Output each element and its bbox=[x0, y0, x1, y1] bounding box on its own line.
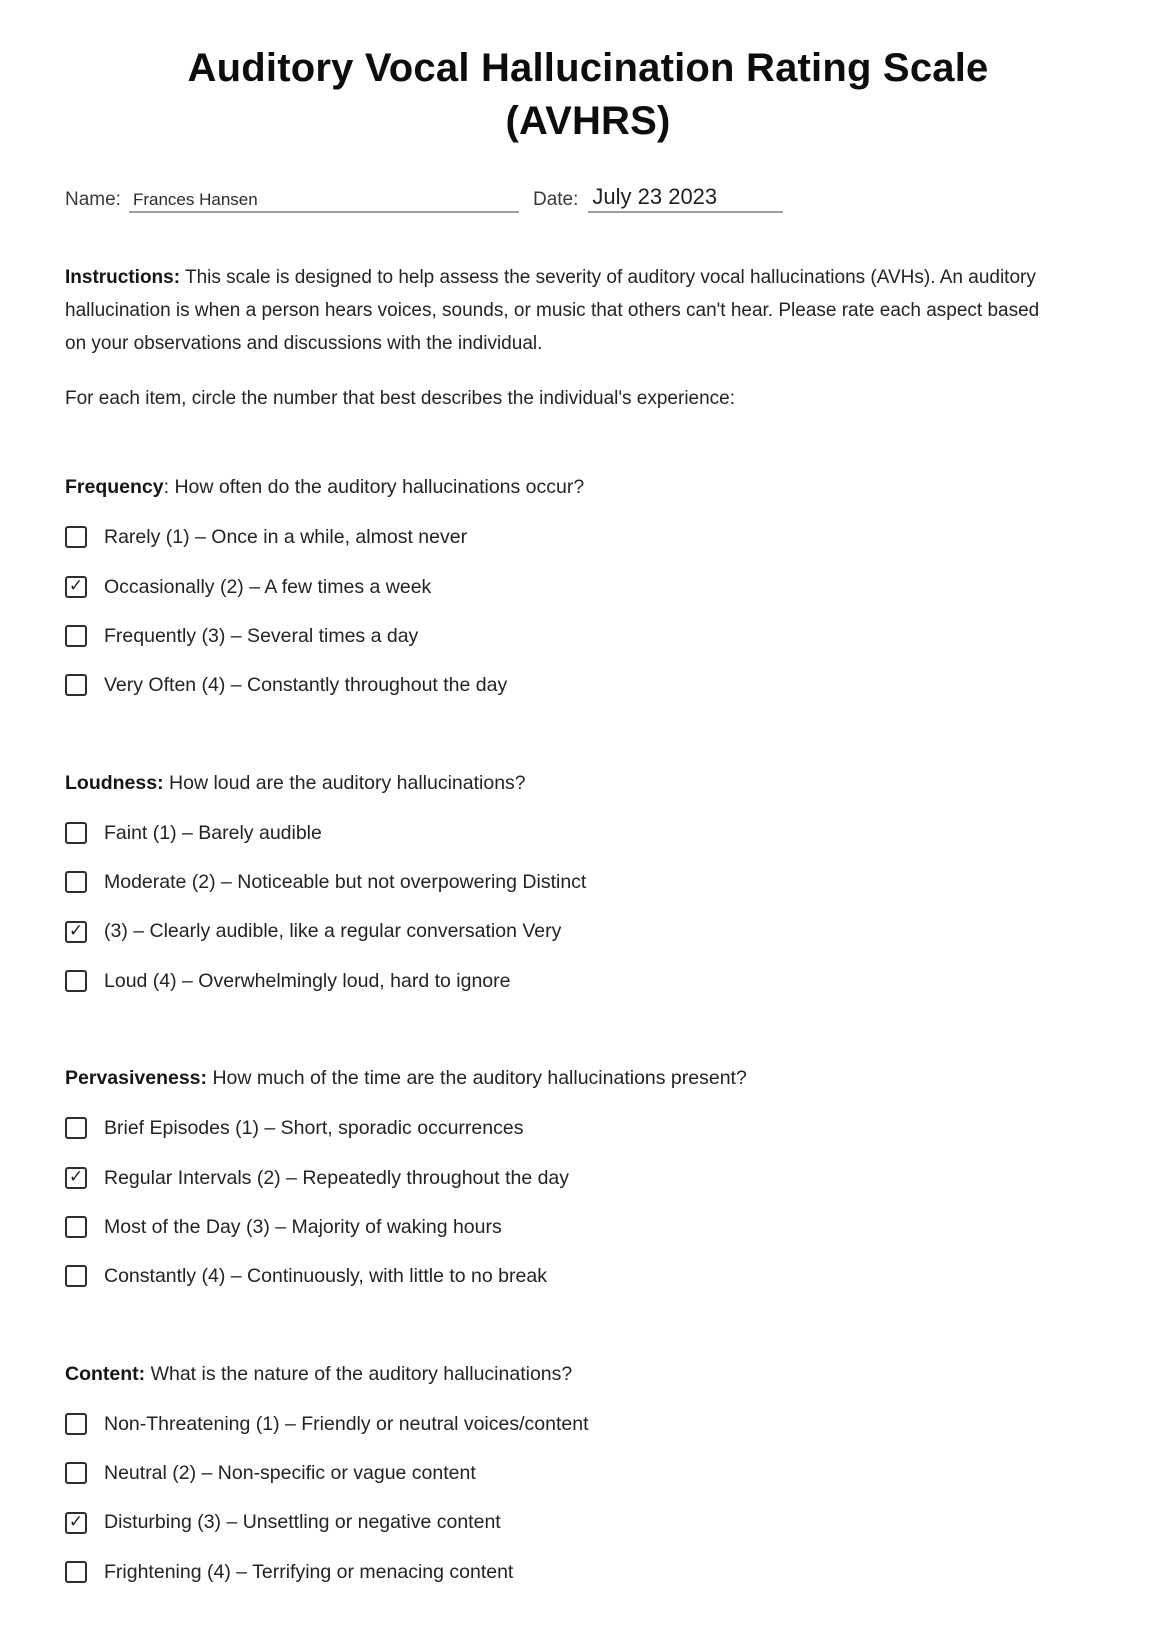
section-frequency bbox=[65, 476, 1111, 698]
option-label: Most of the Day (3) – Majority of waking hours bbox=[104, 1215, 502, 1238]
option-list bbox=[65, 821, 1111, 994]
option-row bbox=[65, 870, 1111, 894]
option-label: Occasionally (2) – A few times a week bbox=[104, 575, 432, 598]
checkbox-frequency-2[interactable] bbox=[65, 576, 87, 598]
instructions-paragraph bbox=[65, 261, 1055, 360]
checkbox-pervasiveness-2[interactable] bbox=[65, 1167, 87, 1189]
checkbox-pervasiveness-4[interactable] bbox=[65, 1265, 87, 1287]
checkbox-pervasiveness-1[interactable] bbox=[65, 1117, 87, 1139]
checkmark-icon: ✓ bbox=[68, 921, 84, 941]
option-row bbox=[65, 1264, 1111, 1288]
option-label: (3) – Clearly audible, like a regular conversation Very bbox=[104, 920, 562, 943]
option-label: Regular Intervals (2) – Repeatedly throughout the day bbox=[104, 1166, 570, 1189]
option-row bbox=[65, 1215, 1111, 1239]
option-list bbox=[65, 1116, 1111, 1289]
option-row bbox=[65, 673, 1111, 697]
instructions-text: This scale is designed to help assess the severity of auditory vocal hallucinations (AVHs). An auditory hallucination is when a person hears voices, sounds, or music that others can't hear. Please rate each aspect based on your observations and discussions with the individual. bbox=[65, 266, 1040, 354]
option-label: Loud (4) – Overwhelmingly loud, hard to ignore bbox=[104, 969, 511, 992]
section-pervasiveness bbox=[65, 1067, 1111, 1289]
name-value[interactable]: Frances Hansen bbox=[132, 189, 258, 209]
checkbox-content-4[interactable] bbox=[65, 1561, 87, 1583]
option-row bbox=[65, 1560, 1111, 1584]
checkmark-icon: ✓ bbox=[68, 576, 84, 596]
option-row bbox=[65, 525, 1111, 549]
option-row bbox=[65, 1510, 1111, 1534]
checkbox-pervasiveness-3[interactable] bbox=[65, 1216, 87, 1238]
option-row bbox=[65, 1116, 1111, 1140]
section-content bbox=[65, 1363, 1111, 1585]
option-row bbox=[65, 624, 1111, 648]
form-title-line1: Auditory Vocal Hallucination Rating Scale bbox=[187, 46, 989, 90]
section-heading: Pervasiveness: How much of the time are the auditory hallucinations present? bbox=[65, 1067, 747, 1090]
option-label: Frightening (4) – Terrifying or menacing content bbox=[104, 1560, 514, 1583]
date-value[interactable]: July 23 2023 bbox=[592, 183, 718, 209]
checkmark-icon: ✓ bbox=[68, 1167, 84, 1187]
checkbox-frequency-3[interactable] bbox=[65, 625, 87, 647]
option-label: Rarely (1) – Once in a while, almost never bbox=[104, 526, 468, 549]
option-row bbox=[65, 1166, 1111, 1190]
checkbox-loudness-2[interactable] bbox=[65, 871, 87, 893]
option-row bbox=[65, 919, 1111, 943]
name-field[interactable] bbox=[129, 190, 519, 213]
checkbox-frequency-1[interactable] bbox=[65, 526, 87, 548]
option-label: Moderate (2) – Noticeable but not overpowering Distinct bbox=[104, 871, 587, 893]
option-row bbox=[65, 969, 1111, 993]
option-label: Constantly (4) – Continuously, with little to no break bbox=[104, 1265, 547, 1288]
checkbox-content-1[interactable] bbox=[65, 1413, 87, 1435]
option-label: Very Often (4) – Constantly throughout the day bbox=[104, 674, 508, 697]
option-label: Faint (1) – Barely audible bbox=[104, 821, 322, 844]
section-heading: Frequency: How often do the auditory hallucinations occur? bbox=[65, 476, 585, 499]
checkbox-loudness-1[interactable] bbox=[65, 822, 87, 844]
instructions-label: Instructions: bbox=[65, 266, 181, 288]
checkbox-content-3[interactable] bbox=[65, 1512, 87, 1534]
checkbox-frequency-4[interactable] bbox=[65, 674, 87, 696]
option-list bbox=[65, 1412, 1111, 1585]
date-field[interactable] bbox=[588, 184, 783, 213]
option-row bbox=[65, 575, 1111, 599]
section-heading: Content: What is the nature of the auditory hallucinations? bbox=[65, 1362, 573, 1385]
name-label: Name: bbox=[65, 188, 121, 210]
option-label: Frequently (3) – Several times a day bbox=[104, 624, 419, 647]
name-date-row bbox=[65, 184, 1111, 213]
date-label: Date: bbox=[532, 188, 579, 210]
option-label: Non-Threatening (1) – Friendly or neutral voices/content bbox=[104, 1412, 589, 1435]
option-label: Brief Episodes (1) – Short, sporadic occurrences bbox=[104, 1117, 524, 1140]
section-heading: Loudness: How loud are the auditory hallucinations? bbox=[65, 771, 526, 794]
directive-text: For each item, circle the number that best describes the individual's experience: bbox=[65, 387, 736, 409]
rating-sections bbox=[65, 476, 1111, 1584]
option-row bbox=[65, 1461, 1111, 1485]
section-loudness bbox=[65, 772, 1111, 994]
option-label: Disturbing (3) – Unsettling or negative content bbox=[104, 1511, 501, 1534]
option-list bbox=[65, 525, 1111, 698]
checkbox-loudness-4[interactable] bbox=[65, 970, 87, 992]
checkbox-loudness-3[interactable] bbox=[65, 921, 87, 943]
form-title-line2: (AVHRS) bbox=[505, 98, 671, 143]
checkmark-icon: ✓ bbox=[68, 1512, 84, 1532]
option-row bbox=[65, 821, 1111, 845]
form-title bbox=[65, 42, 1111, 148]
option-row bbox=[65, 1412, 1111, 1436]
checkbox-content-2[interactable] bbox=[65, 1462, 87, 1484]
option-label: Neutral (2) – Non-specific or vague content bbox=[104, 1462, 476, 1484]
